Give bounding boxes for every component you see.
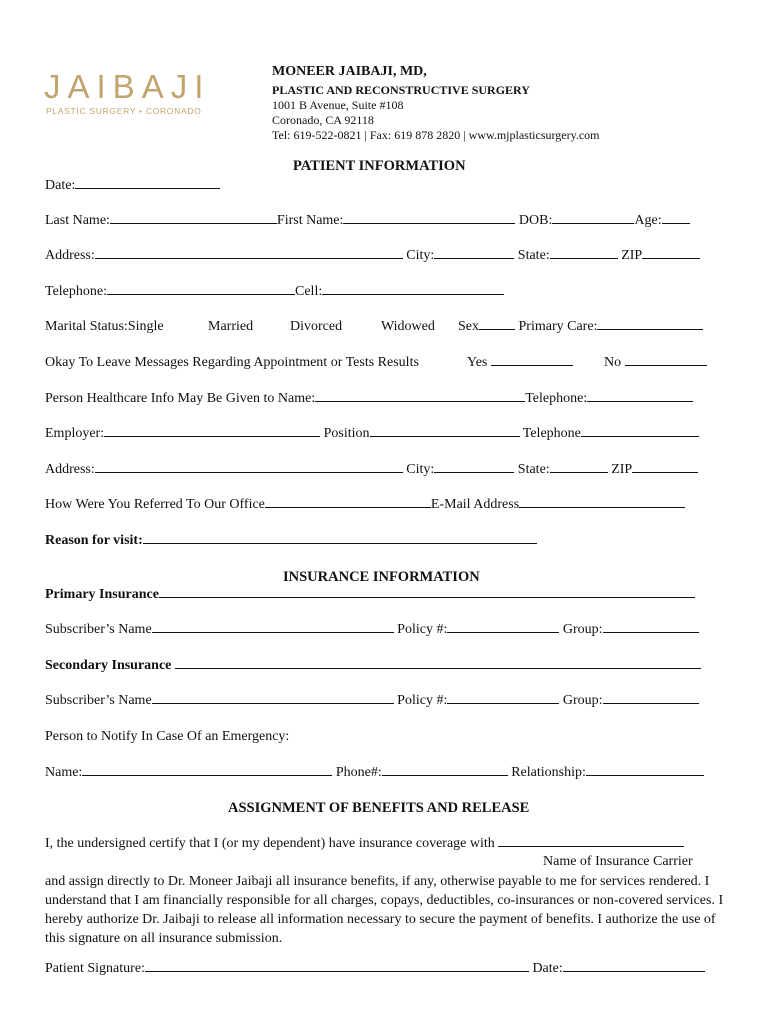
first-name-label: First Name: bbox=[276, 213, 344, 228]
employer-label: Employer: bbox=[45, 426, 105, 441]
group-2-field[interactable] bbox=[603, 702, 699, 704]
yes-label: Yes bbox=[467, 355, 488, 370]
zip-field[interactable] bbox=[642, 257, 700, 259]
employer-address-field[interactable] bbox=[95, 471, 403, 473]
secondary-insurance-row bbox=[45, 658, 701, 674]
telephone-field[interactable] bbox=[107, 293, 295, 295]
cell-label: Cell: bbox=[295, 284, 323, 299]
secondary-insurance-field[interactable] bbox=[175, 667, 701, 669]
emergency-phone-field[interactable] bbox=[382, 774, 508, 776]
name-row bbox=[45, 213, 690, 229]
primary-care-field[interactable] bbox=[597, 328, 703, 330]
single-option[interactable]: Single bbox=[127, 319, 164, 334]
referral-row bbox=[45, 497, 685, 513]
group-2-label: Group: bbox=[562, 693, 603, 708]
state-label: State: bbox=[517, 248, 550, 263]
employer-city-field[interactable] bbox=[434, 471, 514, 473]
emergency-label: Person to Notify In Case Of an Emergency: bbox=[45, 729, 290, 744]
phone-row bbox=[45, 284, 504, 300]
state-field[interactable] bbox=[550, 257, 618, 259]
emergency-name-label: Name: bbox=[45, 765, 83, 780]
address-field[interactable] bbox=[95, 257, 403, 259]
primary-insurance-label: Primary Insurance bbox=[45, 587, 159, 602]
relationship-label: Relationship: bbox=[511, 765, 586, 780]
healthcare-person-label: Person Healthcare Info May Be Given to Name: bbox=[45, 391, 316, 406]
married-option[interactable]: Married bbox=[208, 319, 254, 334]
emergency-row bbox=[45, 729, 289, 745]
address-label: Address: bbox=[45, 248, 95, 263]
reason-row bbox=[45, 533, 537, 549]
city-label: City: bbox=[406, 248, 435, 263]
employer-field[interactable] bbox=[104, 435, 320, 437]
position-label: Position bbox=[323, 426, 370, 441]
subscriber-2-field[interactable] bbox=[152, 702, 394, 704]
address-line-2: Coronado, CA 92118 bbox=[272, 113, 374, 127]
employer-city-label: City: bbox=[406, 462, 435, 477]
assignment-title: ASSIGNMENT OF BENEFITS AND RELEASE bbox=[228, 800, 530, 816]
emergency-contact-row bbox=[45, 765, 704, 781]
clinic-logo-subtitle: PLASTIC SURGERY • CORONADO bbox=[46, 106, 202, 116]
emergency-name-field[interactable] bbox=[82, 774, 332, 776]
insurance-carrier-field[interactable] bbox=[498, 845, 684, 847]
reason-field[interactable] bbox=[143, 542, 537, 544]
marital-row bbox=[45, 319, 725, 335]
no-label: No bbox=[604, 355, 622, 370]
healthcare-person-field[interactable] bbox=[315, 400, 525, 402]
subscriber-1-label: Subscriber’s Name bbox=[45, 622, 152, 637]
carrier-caption: Name of Insurance Carrier bbox=[543, 854, 693, 869]
cell-field[interactable] bbox=[322, 293, 504, 295]
okay-messages-label: Okay To Leave Messages Regarding Appointment or Tests Results bbox=[45, 355, 419, 370]
zip-label: ZIP bbox=[621, 248, 643, 263]
certify-row bbox=[45, 836, 684, 852]
email-label: E-Mail Address bbox=[430, 497, 520, 512]
clinic-logo: JAIBAJI bbox=[44, 68, 211, 105]
subscriber-1-field[interactable] bbox=[152, 631, 394, 633]
patient-info-title: PATIENT INFORMATION bbox=[293, 158, 466, 174]
sex-label: Sex bbox=[458, 319, 479, 334]
signature-date-label: Date: bbox=[532, 961, 563, 976]
no-field[interactable] bbox=[625, 364, 707, 366]
address-row bbox=[45, 248, 700, 264]
employer-telephone-field[interactable] bbox=[581, 435, 699, 437]
dob-label: DOB: bbox=[518, 213, 553, 228]
signature-field[interactable] bbox=[145, 970, 529, 972]
city-field[interactable] bbox=[434, 257, 514, 259]
group-1-label: Group: bbox=[562, 622, 603, 637]
widowed-option[interactable]: Widowed bbox=[381, 319, 435, 334]
date-label: Date: bbox=[45, 178, 76, 193]
position-field[interactable] bbox=[370, 435, 520, 437]
employer-telephone-label: Telephone bbox=[522, 426, 581, 441]
referred-field[interactable] bbox=[265, 506, 431, 508]
primary-care-label: Primary Care: bbox=[518, 319, 598, 334]
age-field[interactable] bbox=[662, 222, 690, 224]
messages-row bbox=[45, 355, 725, 371]
employer-address-row bbox=[45, 462, 698, 478]
sex-field[interactable] bbox=[479, 328, 515, 330]
policy-1-label: Policy #: bbox=[397, 622, 448, 637]
group-1-field[interactable] bbox=[603, 631, 699, 633]
insurance-info-title: INSURANCE INFORMATION bbox=[283, 569, 480, 585]
date-row bbox=[45, 178, 220, 194]
doctor-name: MONEER JAIBAJI, MD, bbox=[272, 64, 427, 79]
date-field[interactable] bbox=[75, 187, 220, 189]
reason-label: Reason for visit: bbox=[45, 533, 143, 548]
assignment-paragraph: and assign directly to Dr. Moneer Jaibaji all insurance benefits, if any, otherwise payable to me for services rendered. I understand that I am financially responsible for all charges, copays, deductibles, co-insurances or non-covered services. I hereby authorize Dr. Jaibaji to release all information necessary to secure the payment of benefits. I authorize the use of this signature on all insurance submission. bbox=[45, 874, 724, 946]
employer-zip-field[interactable] bbox=[632, 471, 698, 473]
certify-text: I, the undersigned certify that I (or my dependent) have insurance coverage with bbox=[45, 836, 495, 851]
policy-2-label: Policy #: bbox=[397, 693, 448, 708]
healthcare-telephone-label: Telephone: bbox=[525, 391, 588, 406]
relationship-field[interactable] bbox=[586, 774, 704, 776]
dob-field[interactable] bbox=[552, 222, 634, 224]
subscriber-2-label: Subscriber’s Name bbox=[45, 693, 152, 708]
marital-status-label: Marital Status: bbox=[45, 319, 128, 334]
primary-subscriber-row bbox=[45, 622, 699, 638]
signature-date-field[interactable] bbox=[563, 970, 705, 972]
last-name-label: Last Name: bbox=[45, 213, 110, 228]
emergency-phone-label: Phone#: bbox=[335, 765, 382, 780]
signature-row bbox=[45, 961, 705, 977]
address-line-1: 1001 B Avenue, Suite #108 bbox=[272, 98, 404, 112]
secondary-insurance-label: Secondary Insurance bbox=[45, 658, 172, 673]
healthcare-person-row bbox=[45, 391, 693, 407]
employer-row bbox=[45, 426, 699, 442]
yes-field[interactable] bbox=[491, 364, 573, 366]
secondary-subscriber-row bbox=[45, 693, 699, 709]
policy-2-field[interactable] bbox=[447, 702, 559, 704]
referred-label: How Were You Referred To Our Office bbox=[45, 497, 265, 512]
divorced-option[interactable]: Divorced bbox=[290, 319, 343, 334]
specialty: PLASTIC AND RECONSTRUCTIVE SURGERY bbox=[272, 83, 530, 97]
employer-state-label: State: bbox=[517, 462, 550, 477]
employer-state-field[interactable] bbox=[550, 471, 608, 473]
primary-insurance-field[interactable] bbox=[159, 596, 695, 598]
policy-1-field[interactable] bbox=[447, 631, 559, 633]
age-label: Age: bbox=[634, 213, 662, 228]
first-name-field[interactable] bbox=[343, 222, 515, 224]
last-name-field[interactable] bbox=[110, 222, 277, 224]
employer-zip-label: ZIP bbox=[611, 462, 633, 477]
telephone-label: Telephone: bbox=[45, 284, 107, 299]
email-field[interactable] bbox=[519, 506, 685, 508]
signature-label: Patient Signature: bbox=[45, 961, 145, 976]
employer-address-label: Address: bbox=[45, 462, 95, 477]
primary-insurance-row bbox=[45, 587, 695, 603]
healthcare-telephone-field[interactable] bbox=[587, 400, 693, 402]
contact-line: Tel: 619-522-0821 | Fax: 619 878 2820 | www.mjplasticsurgery.com bbox=[272, 128, 600, 142]
